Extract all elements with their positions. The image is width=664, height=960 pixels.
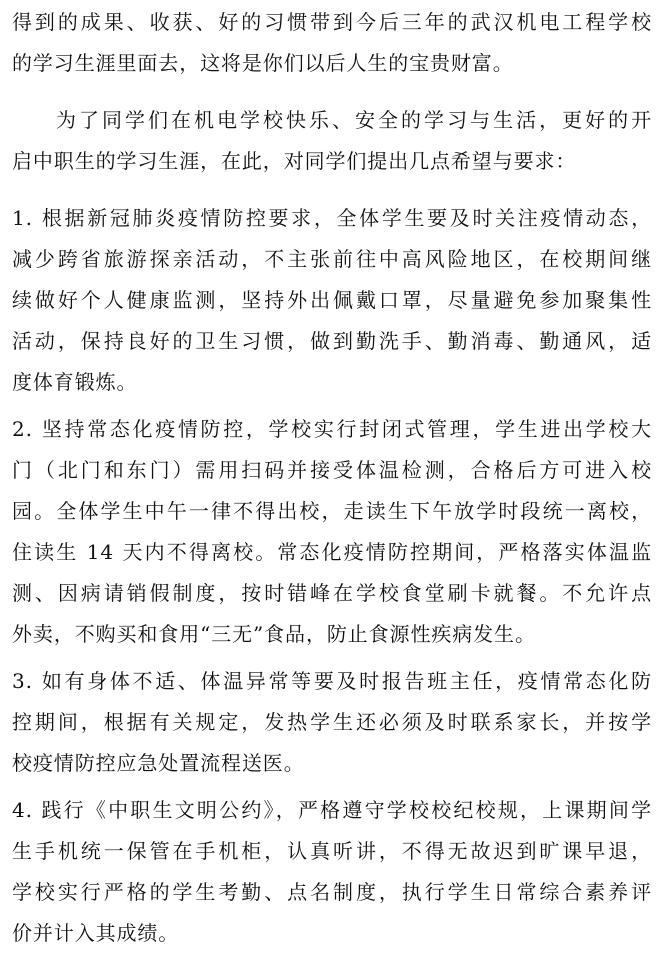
- text-line: 控期间，根据有关规定，发热学生还必须及时联系家长，并按学: [12, 710, 652, 734]
- text-line: 3. 如有身体不适、体温异常等要及时报告班主任，疫情常态化防: [12, 669, 652, 693]
- text-line: 生手机统一保管在手机柜，认真听讲，不得无故迟到旷课早退，: [12, 839, 652, 863]
- text-line: 学校实行严格的学生考勤、点名制度，执行学生日常综合素养评: [12, 880, 652, 904]
- text-line: 外卖，不购买和食用“三无”食品，防止食源性疾病发生。: [12, 622, 536, 646]
- text-line: 1. 根据新冠肺炎疫情防控要求，全体学生要及时关注疫情动态，: [12, 206, 652, 230]
- text-line: 的学习生涯里面去，这将是你们以后人生的宝贵财富。: [12, 51, 514, 75]
- text-line: 门（北门和东门）需用扫码并接受体温检测，合格后方可进入校: [12, 458, 652, 482]
- text-line: 启中职生的学习生涯，在此，对同学们提出几点希望与要求：: [12, 149, 577, 173]
- text-line: 得到的成果、收获、好的习惯带到今后三年的武汉机电工程学校: [12, 10, 652, 34]
- text-line: 活动，保持良好的卫生习惯，做到勤洗手、勤消毒、勤通风，适: [12, 329, 652, 353]
- paragraph-requirements-intro: [12, 106, 652, 188]
- item-2-closed-management: [12, 415, 652, 661]
- text-line: 减少跨省旅游探亲活动，不主张前往中高风险地区，在校期间继: [12, 247, 652, 271]
- text-line: 为了同学们在机电学校快乐、安全的学习与生活，更好的开: [56, 108, 652, 132]
- item-4-civility-code: [12, 796, 652, 960]
- paragraph-intro: [12, 8, 652, 90]
- text-line: 4. 践行《中职生文明公约》，严格遵守学校校纪校规，上课期间学: [12, 798, 652, 822]
- item-1-epidemic-prevention: [12, 204, 652, 409]
- text-line: 价并计入其成绩。: [12, 921, 180, 945]
- text-line: 园。全体学生中午一律不得出校，走读生下午放学时段统一离校，: [12, 499, 652, 523]
- text-line: 住读生 14 天内不得离校。常态化疫情防控期间，严格落实体温监: [12, 540, 652, 564]
- text-line: 2. 坚持常态化疫情防控，学校实行封闭式管理，学生进出学校大: [12, 417, 652, 441]
- text-line: 测、因病请销假制度，按时错峰在学校食堂刷卡就餐。不允许点: [12, 581, 652, 605]
- text-line: 度体育锻炼。: [12, 370, 138, 394]
- text-line: 校疫情防控应急处置流程送医。: [12, 751, 305, 775]
- text-line: 续做好个人健康监测，坚持外出佩戴口罩，尽量避免参加聚集性: [12, 288, 652, 312]
- item-3-health-reporting: [12, 667, 652, 790]
